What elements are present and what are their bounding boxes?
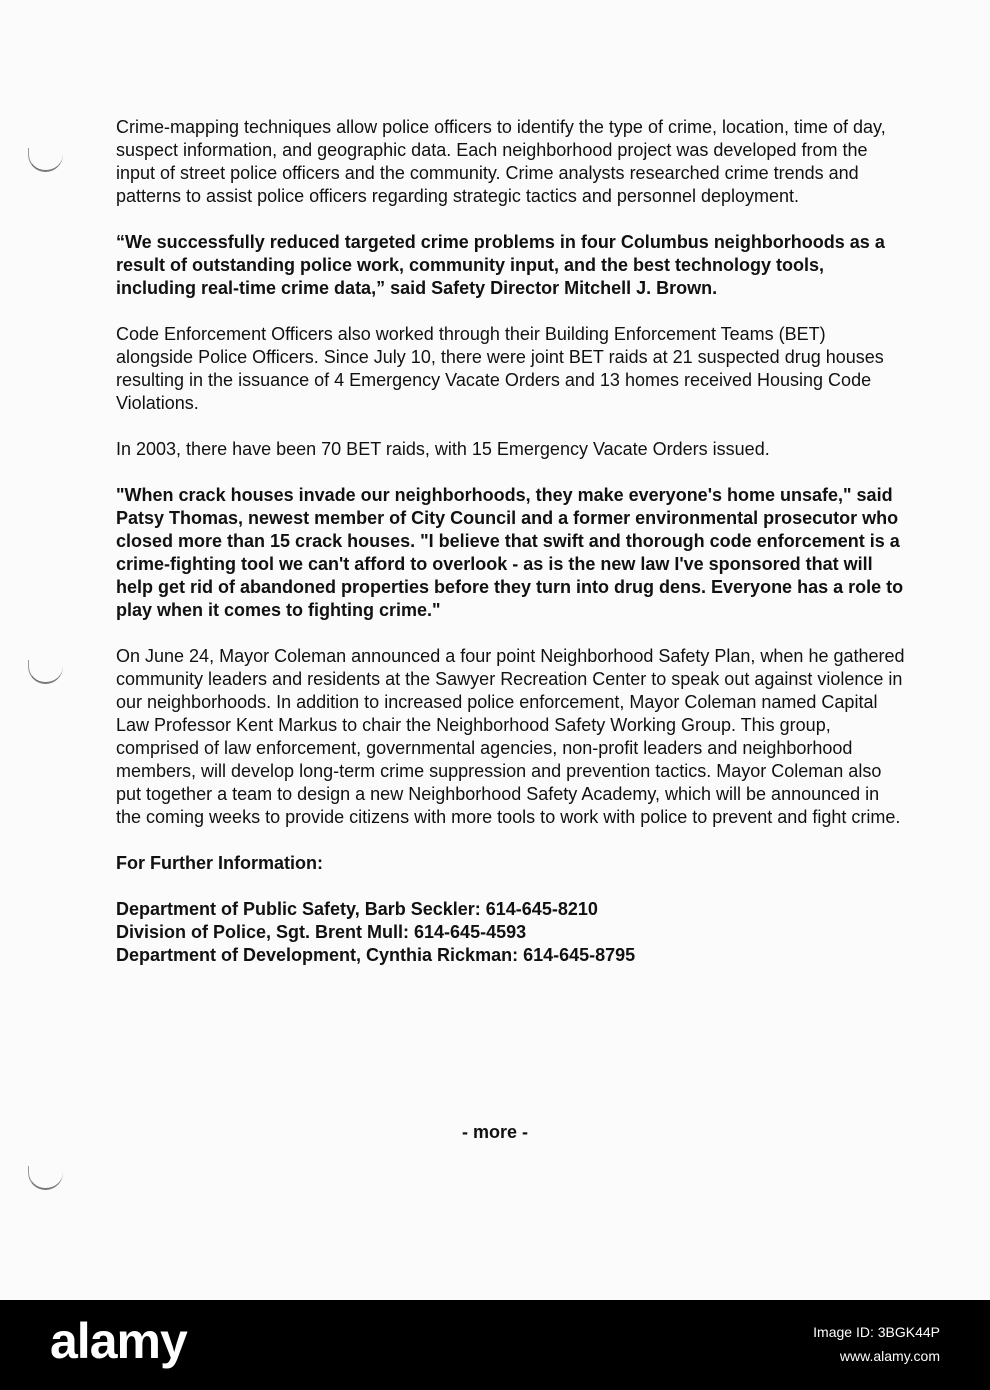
binder-hole-mark: [28, 1166, 63, 1190]
quote-safety-director: “We successfully reduced targeted crime problems in four Columbus neighborhoods as a result of outstanding police work, community input, and the best technology tools, including real-time crime data,” said Safety Director Mitchell J. Brown.: [116, 232, 885, 298]
contact-line: Division of Police, Sgt. Brent Mull: 614-645-4593: [116, 922, 527, 942]
paragraph-code-enforcement: Code Enforcement Officers also worked through their Building Enforcement Teams (BET) alongside Police Officers. Since July 10, there were joint BET raids at 21 suspected drug houses resulting in the issuance of 4 Emergency Vacate Orders and 13 homes received Housing Code Violations.: [116, 324, 884, 413]
paragraph-safety-plan: On June 24, Mayor Coleman announced a four point Neighborhood Safety Plan, when he gathered community leaders and residents at the Sawyer Recreation Center to speak out against violence in our neighborhoods. In addition to increased police enforcement, Mayor Coleman named Capital Law Professor Kent Markus to chair the Neighborhood Safety Working Group. This group, comprised of law enforcement, governmental agencies, non-profit leaders and neighborhood members, will develop long-term crime suppression and prevention tactics. Mayor Coleman also put together a team to design a new Neighborhood Safety Academy, which will be announced in the coming weeks to provide citizens with more tools to work with police to prevent and fight crime.: [116, 646, 905, 827]
alamy-logo: alamy: [50, 1313, 187, 1369]
contact-line: Department of Development, Cynthia Rickman: 614-645-8795: [116, 945, 636, 965]
image-id-text: Image ID: 3BGK44P: [813, 1324, 940, 1340]
quote-patsy-thomas: "When crack houses invade our neighborhoods, they make everyone's home unsafe," said Patsy Thomas, newest member of City Council and a former environmental prosecutor who closed more than 15 crack houses. "I believe that swift and thorough code enforcement is a crime-fighting tool we can't afford to overlook - as is the new law I've sponsored that will help get rid of abandoned properties before they turn into drug dens. Everyone has a role to play when it comes to fighting crime.": [116, 485, 904, 620]
contact-line: Department of Public Safety, Barb Seckler: 614-645-8210: [116, 899, 598, 919]
more-marker: - more -: [461, 1122, 528, 1142]
paragraph-crime-mapping: Crime-mapping techniques allow police officers to identify the type of crime, location, time of day, suspect information, and geographic data. Each neighborhood project was developed from the input of street police officers and the community. Crime analysts researched crime trends and patterns to assist police officers regarding strategic tactics and personnel deployment.: [116, 117, 886, 206]
image-info: [813, 1320, 940, 1368]
document-body: [116, 116, 906, 967]
site-url-text: www.alamy.com: [839, 1348, 940, 1364]
binder-hole-mark: [28, 660, 63, 684]
watermark-footer: [0, 1300, 990, 1390]
binder-hole-mark: [28, 148, 63, 172]
paragraph-bet-raids: In 2003, there have been 70 BET raids, with 15 Emergency Vacate Orders issued.: [116, 439, 770, 459]
further-info-heading: For Further Information:: [116, 853, 323, 873]
contact-list: [116, 898, 906, 967]
